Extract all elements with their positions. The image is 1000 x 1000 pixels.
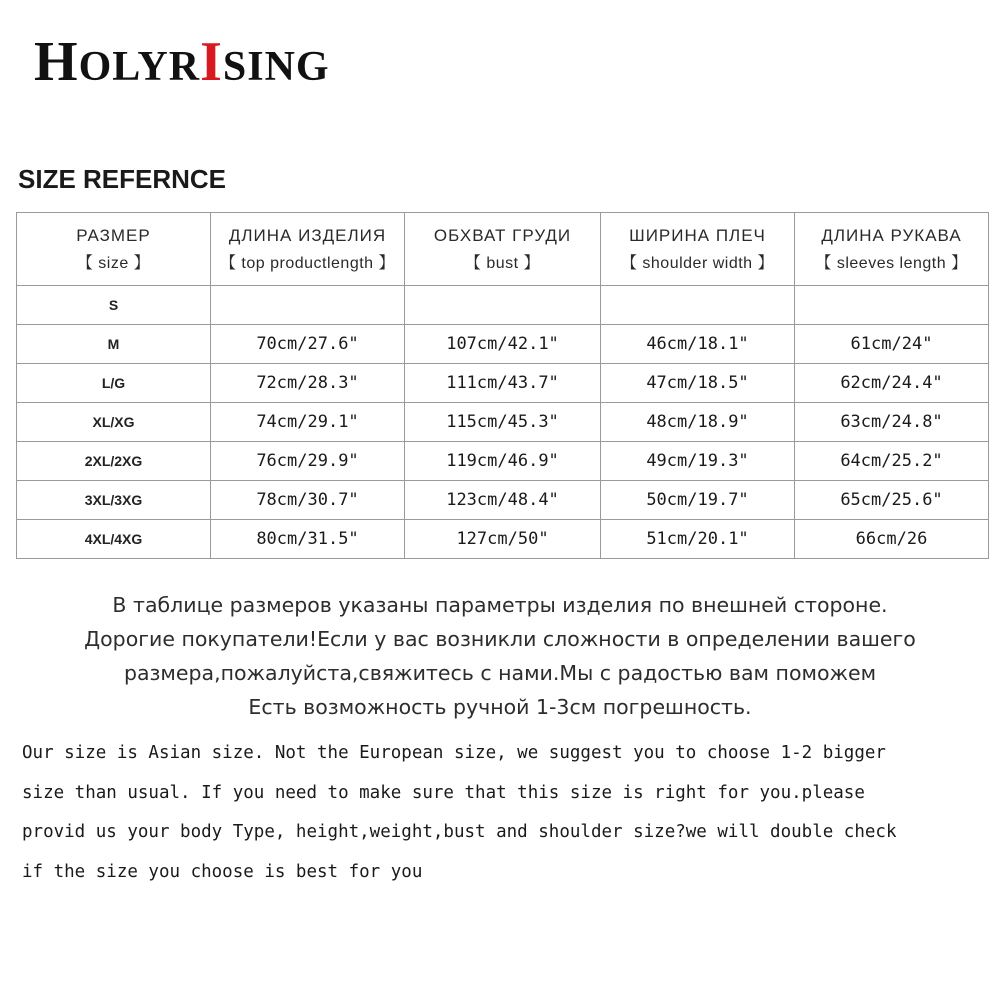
note-line: Дорогие покупатели!Если у вас возникли сложности в определении вашего [84, 627, 916, 651]
bust-cell: 123cm/48.4" [405, 481, 601, 520]
header-shoulder [601, 213, 795, 286]
sleeve-cell: 61cm/24" [795, 325, 989, 364]
note-line: В таблице размеров указаны параметры изделия по внешней стороне. [112, 593, 888, 617]
bust-cell: 107cm/42.1" [405, 325, 601, 364]
size-cell: 2XL/2XG [17, 442, 211, 481]
header-ru-label: РАЗМЕР [76, 225, 151, 245]
shoulder-cell: 49cm/19.3" [601, 442, 795, 481]
length-cell: 80cm/31.5" [211, 520, 405, 559]
header-en-label: 【 bust 】 [464, 254, 541, 272]
length-cell [211, 286, 405, 325]
size-cell: 4XL/4XG [17, 520, 211, 559]
header-bust [405, 213, 601, 286]
sleeve-cell: 66cm/26 [795, 520, 989, 559]
table-row [17, 286, 989, 325]
shoulder-cell: 50cm/19.7" [601, 481, 795, 520]
header-ru-label: ДЛИНА РУКАВА [821, 225, 962, 245]
header-ru-label: ДЛИНА ИЗДЕЛИЯ [228, 225, 387, 245]
length-cell: 76cm/29.9" [211, 442, 405, 481]
size-table [16, 212, 989, 559]
bust-cell: 119cm/46.9" [405, 442, 601, 481]
length-cell: 78cm/30.7" [211, 481, 405, 520]
size-cell: S [17, 286, 211, 325]
shoulder-cell: 48cm/18.9" [601, 403, 795, 442]
size-cell: M [17, 325, 211, 364]
header-en-label: 【 top productlength 】 [219, 254, 396, 272]
note-line: size than usual. If you need to make sure that this size is right for you.please [22, 782, 865, 803]
english-size-note [22, 734, 982, 892]
table-row [17, 325, 989, 364]
brand-logo: HOLYRISING [34, 31, 330, 93]
size-cell: 3XL/3XG [17, 481, 211, 520]
shoulder-cell: 47cm/18.5" [601, 364, 795, 403]
length-cell: 72cm/28.3" [211, 364, 405, 403]
size-cell: XL/XG [17, 403, 211, 442]
sleeve-cell [795, 286, 989, 325]
sleeve-cell: 62cm/24.4" [795, 364, 989, 403]
shoulder-cell [601, 286, 795, 325]
note-line: размера,пожалуйста,свяжитесь с нами.Мы с радостью вам поможем [123, 661, 877, 685]
table-row [17, 442, 989, 481]
shoulder-cell: 46cm/18.1" [601, 325, 795, 364]
table-row [17, 520, 989, 559]
header-sleeve [795, 213, 989, 286]
bust-cell: 111cm/43.7" [405, 364, 601, 403]
size-cell: L/G [17, 364, 211, 403]
sleeve-cell: 65cm/25.6" [795, 481, 989, 520]
sleeve-cell: 64cm/25.2" [795, 442, 989, 481]
shoulder-cell: 51cm/20.1" [601, 520, 795, 559]
table-row [17, 403, 989, 442]
table-header-row [17, 213, 989, 286]
length-cell: 70cm/27.6" [211, 325, 405, 364]
note-line: if the size you choose is best for you [22, 861, 423, 882]
bust-cell: 127cm/50" [405, 520, 601, 559]
length-cell: 74cm/29.1" [211, 403, 405, 442]
header-size [17, 213, 211, 286]
header-ru-label: ОБХВАТ ГРУДИ [433, 225, 572, 245]
table-row [17, 364, 989, 403]
size-reference-title: SIZE REFERNCE [18, 164, 227, 194]
header-length [211, 213, 405, 286]
russian-size-note [0, 588, 1000, 724]
header-en-label: 【 shoulder width 】 [620, 254, 775, 272]
table-row [17, 481, 989, 520]
note-line: Есть возможность ручной 1-3см погрешность. [248, 695, 752, 719]
header-en-label: 【 sleeves length 】 [815, 254, 968, 272]
note-line: provid us your body Type, height,weight,bust and shoulder size?we will double check [22, 822, 897, 842]
note-line: Our size is Asian size. Not the European size, we suggest you to choose 1-2 bigger [22, 743, 886, 763]
header-ru-label: ШИРИНА ПЛЕЧ [629, 225, 766, 245]
header-en-label: 【 size 】 [76, 254, 151, 272]
bust-cell [405, 286, 601, 325]
bust-cell: 115cm/45.3" [405, 403, 601, 442]
sleeve-cell: 63cm/24.8" [795, 403, 989, 442]
